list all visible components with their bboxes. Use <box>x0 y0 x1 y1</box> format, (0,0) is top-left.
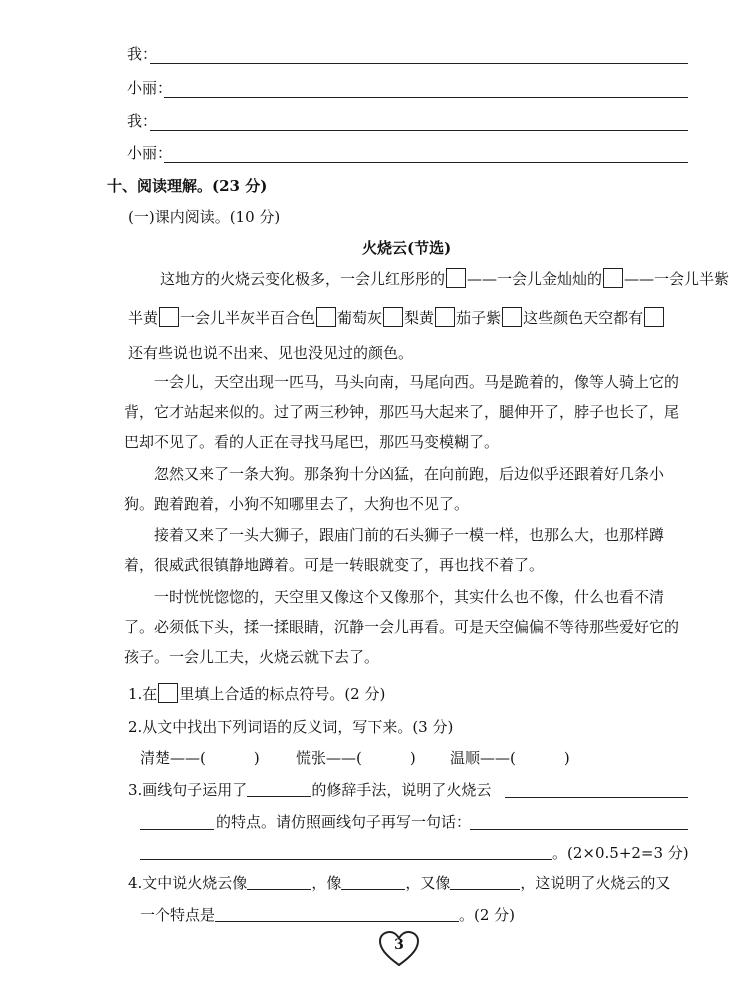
question-text: 1.在 <box>128 685 158 703</box>
question-4-line-2 <box>140 905 515 925</box>
question-3-line-1 <box>128 780 491 800</box>
antonym-3 <box>450 748 570 768</box>
punctuation-box[interactable] <box>383 307 403 327</box>
question-3-score: 。(2×0.5+2=3 分) <box>552 844 689 862</box>
question-text: ，像 <box>311 874 342 892</box>
passage-line-2 <box>128 307 665 328</box>
antonym-word: 慌张——( <box>296 749 362 767</box>
passage-paragraph-dog: 忽然又来了一条大狗。那条狗十分凶猛，在向前跑，后边似乎还跟着好几条小狗。跑着跑着，小狗不知哪里去了，大狗也不见了。 <box>124 465 665 513</box>
punctuation-box <box>158 683 178 703</box>
answer-line[interactable] <box>470 829 688 830</box>
question-text: 里填上合适的标点符号。(2 分) <box>179 685 386 703</box>
passage-text: 茄子紫 <box>456 309 502 327</box>
answer-line[interactable] <box>164 97 688 98</box>
answer-blank[interactable] <box>341 874 405 890</box>
passage-text: 葡萄灰 <box>337 309 383 327</box>
passage-text: 一会儿半灰半百合色 <box>180 309 316 327</box>
dialogue-me-label-1: 我： <box>127 45 158 63</box>
answer-line[interactable] <box>505 797 688 798</box>
answer-blank[interactable] <box>450 874 520 890</box>
question-text: 4.文中说火烧云像 <box>128 874 248 892</box>
punctuation-box[interactable] <box>502 307 522 327</box>
answer-blank[interactable] <box>247 781 311 797</box>
passage-text: 这地方的火烧云变化极多，一会儿红彤彤的 <box>160 270 446 288</box>
question-text: ，又像 <box>405 874 451 892</box>
passage-paragraph-end: 一时恍恍惚惚的，天空里又像这个又像那个，其实什么也不像，什么也看不清了。必须低下头，揉一揉眼睛，沉静一会儿再看。可是天空偏偏不等待那些爱好它的孩子。一会儿工夫，火烧云就下去了。 <box>124 588 680 666</box>
question-text: ，这说明了火烧云的又 <box>520 874 671 892</box>
antonym-word: 温顺——( <box>450 749 516 767</box>
question-text: 。(2 分) <box>459 906 516 924</box>
dialogue-xiaoli-label-2: 小丽： <box>127 144 173 162</box>
passage-title: 火烧云(节选) <box>362 239 452 257</box>
answer-line[interactable] <box>150 63 688 64</box>
question-text: 一个特点是 <box>140 906 216 924</box>
antonym-2 <box>296 748 416 768</box>
passage-text: 这些颜色天空都有 <box>523 309 644 327</box>
question-text: 3.画线句子运用了 <box>128 781 248 799</box>
passage-text: 梨黄 <box>404 309 435 327</box>
punctuation-box[interactable] <box>159 307 179 327</box>
dialogue-xiaoli-label-1: 小丽： <box>127 79 173 97</box>
page-number: 3 <box>394 937 404 953</box>
answer-line[interactable] <box>140 859 552 860</box>
punctuation-box[interactable] <box>435 307 455 327</box>
question-2: 2.从文中找出下列词语的反义词，写下来。(3 分) <box>128 718 454 736</box>
passage-text: 半黄 <box>128 309 159 327</box>
question-3-line-2: 的特点。请仿照画线句子再写一句话： <box>216 813 472 831</box>
passage-text: 一会儿半紫 <box>654 270 729 288</box>
punctuation-box[interactable] <box>644 307 664 327</box>
sub-heading: (一)课内阅读。(10 分) <box>128 208 281 226</box>
passage-paragraph-lion: 接着又来了一头大狮子，跟庙门前的石头狮子一模一样，也那么大，也那样蹲着，很威武很镇静地蹲着。可是一转眼就变了，再也找不着了。 <box>124 526 665 574</box>
antonym-word: 清楚——( <box>140 749 206 767</box>
answer-blank[interactable] <box>247 874 311 890</box>
question-text: 的修辞手法，说明了火烧云 <box>311 781 492 799</box>
answer-line[interactable] <box>164 162 688 163</box>
answer-line[interactable] <box>140 829 214 830</box>
close-paren: ) <box>563 749 570 767</box>
close-paren: ) <box>253 749 260 767</box>
passage-line-3: 还有些说也说不出来、见也没见过的颜色。 <box>128 344 414 362</box>
passage-line-1: 这地方的火烧云变化极多，一会儿红彤彤的 ——一会儿金灿灿的 ——一会儿半紫 <box>160 270 729 288</box>
dialogue-me-label-2: 我： <box>127 112 158 130</box>
passage-paragraph-horse: 一会儿，天空出现一匹马，马头向南，马尾向西。马是跪着的，像等人骑上它的背，它才站起来似的。过了两三秒钟，那匹马大起来了，腿伸开了，脖子也长了，尾巴却不见了。看的人正在寻找马尾巴，那匹马变模糊了。 <box>124 373 680 451</box>
answer-line[interactable] <box>150 130 688 131</box>
passage-text: 一会儿金灿灿的 <box>497 270 603 288</box>
answer-blank[interactable] <box>215 906 459 922</box>
punctuation-box[interactable] <box>603 268 623 288</box>
close-paren: ) <box>409 749 416 767</box>
antonym-1 <box>140 748 260 768</box>
page-number-badge <box>377 929 421 969</box>
punctuation-box[interactable] <box>316 307 336 327</box>
question-1 <box>128 683 385 704</box>
question-4-line-1 <box>128 873 670 893</box>
section-heading: 十、阅读理解。(23 分) <box>107 177 268 195</box>
punctuation-box[interactable] <box>446 268 466 288</box>
